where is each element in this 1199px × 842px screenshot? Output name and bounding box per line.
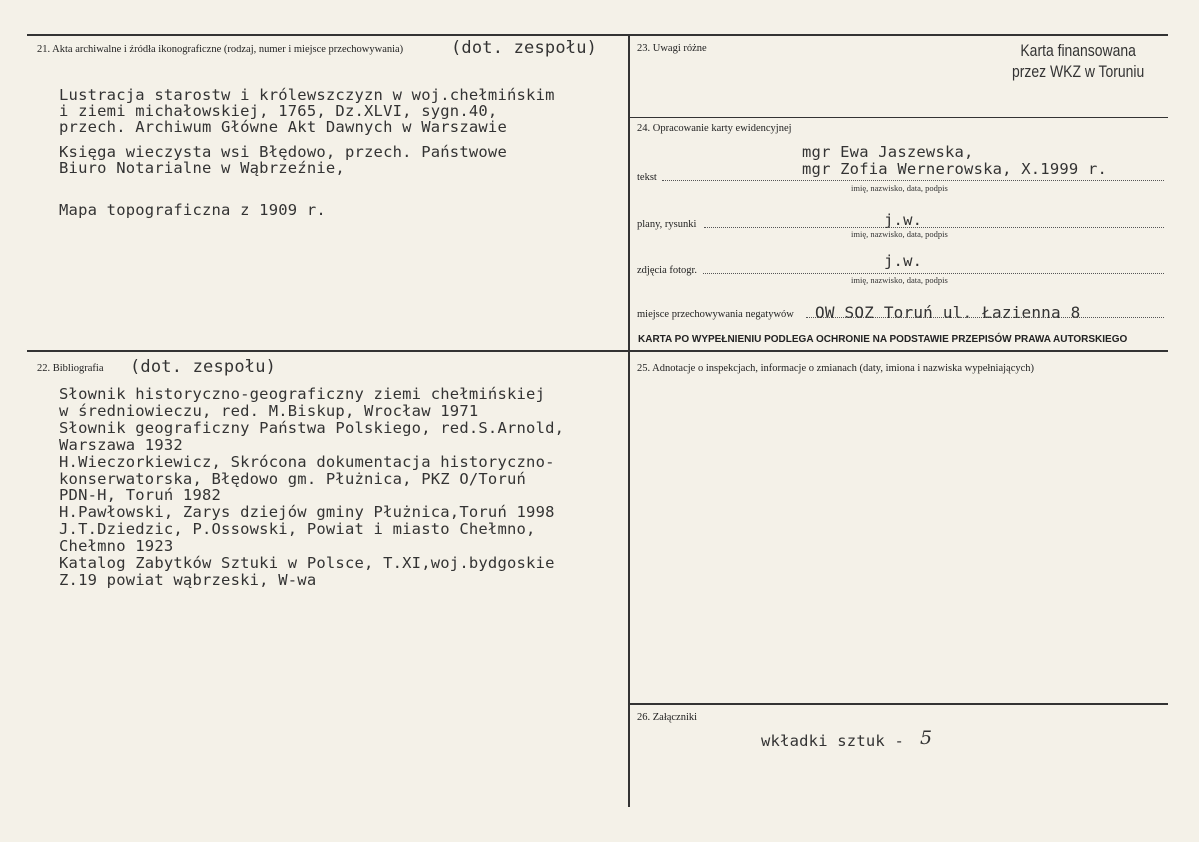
miejsce-value: OW SOZ Toruń ul. Łazienna 8 <box>815 303 1081 322</box>
section-26-label: 26. Załączniki <box>637 712 698 723</box>
vertical-divider <box>628 35 630 807</box>
tekst-caption: imię, nazwisko, data, podpis <box>851 183 948 193</box>
bibliography-list: Słownik historyczno-geograficzny ziemi chełmińskiej w średniowieczu, red. M.Biskup, Wrocław 1971 Słownik geograficzny Państwa Polskiego, red.S.Arnold, Warszawa 1932 H.Wieczorkiewicz, Skrócona dokumentacja historyczno- konserwatorska, Błędowo gm. Płużnica, PKZ O/Toruń PDN-H, Toruń 1982 H.Pawłowski, Zarys dziejów gminy Płużnica,Toruń 1998 J.T.Dziedzic, P.Ossowski, Powiat i miasto Chełmno, Chełmno 1923 Katalog Zabytków Sztuki w Polsce, T.XI,woj.bydgoskie Z.19 powiat wąbrzeski, W-wa <box>59 385 565 589</box>
zdjecia-value: j.w. <box>884 252 923 270</box>
zdjecia-dotted-line <box>703 273 1164 274</box>
section-22-label: 22. Bibliografia <box>37 363 104 374</box>
stamp-line-2: przez WKZ w Toruniu <box>1011 62 1144 81</box>
horizontal-divider-right-24 <box>628 117 1168 118</box>
zdjecia-caption: imię, nazwisko, data, podpis <box>851 275 948 285</box>
tekst-dotted-line <box>662 180 1164 181</box>
stamp-line-1: Karta finansowana <box>1020 41 1136 60</box>
tekst-label: tekst <box>637 172 657 183</box>
tekst-value-1: mgr Ewa Jaszewska, <box>802 143 974 161</box>
miejsce-label: miejsce przechowywania negatywów <box>637 309 794 320</box>
attachments-count: 5 <box>920 727 933 749</box>
section-23-label: 23. Uwagi różne <box>637 43 707 54</box>
section-21-paragraph-1: Lustracja starostw i królewszczyzn w woj.chełmińskim i ziemi michałowskiej, 1765, Dz.XLVI, sygn.40, przech. Archiwum Główne Akt Dawnych w Warszawie <box>59 86 555 136</box>
section-21-paragraph-2: Księga wieczysta wsi Błędowo, przech. Państwowe Biuro Notarialne w Wąbrzeźnie, <box>59 143 507 177</box>
section-25-label: 25. Adnotacje o inspekcjach, informacje o zmianach (daty, imiona i nazwiska wypełniających) <box>637 363 1035 374</box>
plany-label: plany, rysunki <box>637 219 697 230</box>
section-21-label: 21. Akta archiwalne i źródła ikonograficzne (rodzaj, numer i miejsce przechowywania) <box>37 44 404 55</box>
section-21-paragraph-3: Mapa topograficzna z 1909 r. <box>59 201 326 219</box>
tekst-value-2: mgr Zofia Wernerowska, X.1999 r. <box>802 160 1108 178</box>
section-24-label: 24. Opracowanie karty ewidencyjnej <box>637 123 792 134</box>
plany-dotted-line <box>704 227 1164 228</box>
financing-stamp <box>1012 40 1144 82</box>
miejsce-dotted-line <box>806 317 1164 318</box>
plany-value: j.w. <box>884 211 923 229</box>
horizontal-divider-top <box>27 34 1168 36</box>
horizontal-divider-right-26 <box>628 703 1168 705</box>
zdjecia-label: zdjęcia fotogr. <box>637 265 698 276</box>
section-21-note: (dot. zespołu) <box>451 38 598 58</box>
section-22-note: (dot. zespołu) <box>130 357 277 377</box>
horizontal-divider-middle <box>27 350 1168 352</box>
plany-caption: imię, nazwisko, data, podpis <box>851 229 948 239</box>
copyright-note: KARTA PO WYPEŁNIENIU PODLEGA OCHRONIE NA PODSTAWIE PRZEPISÓW PRAWA AUTORSKIEGO <box>638 334 1128 345</box>
attachments-value: wkładki sztuk - <box>761 732 904 750</box>
